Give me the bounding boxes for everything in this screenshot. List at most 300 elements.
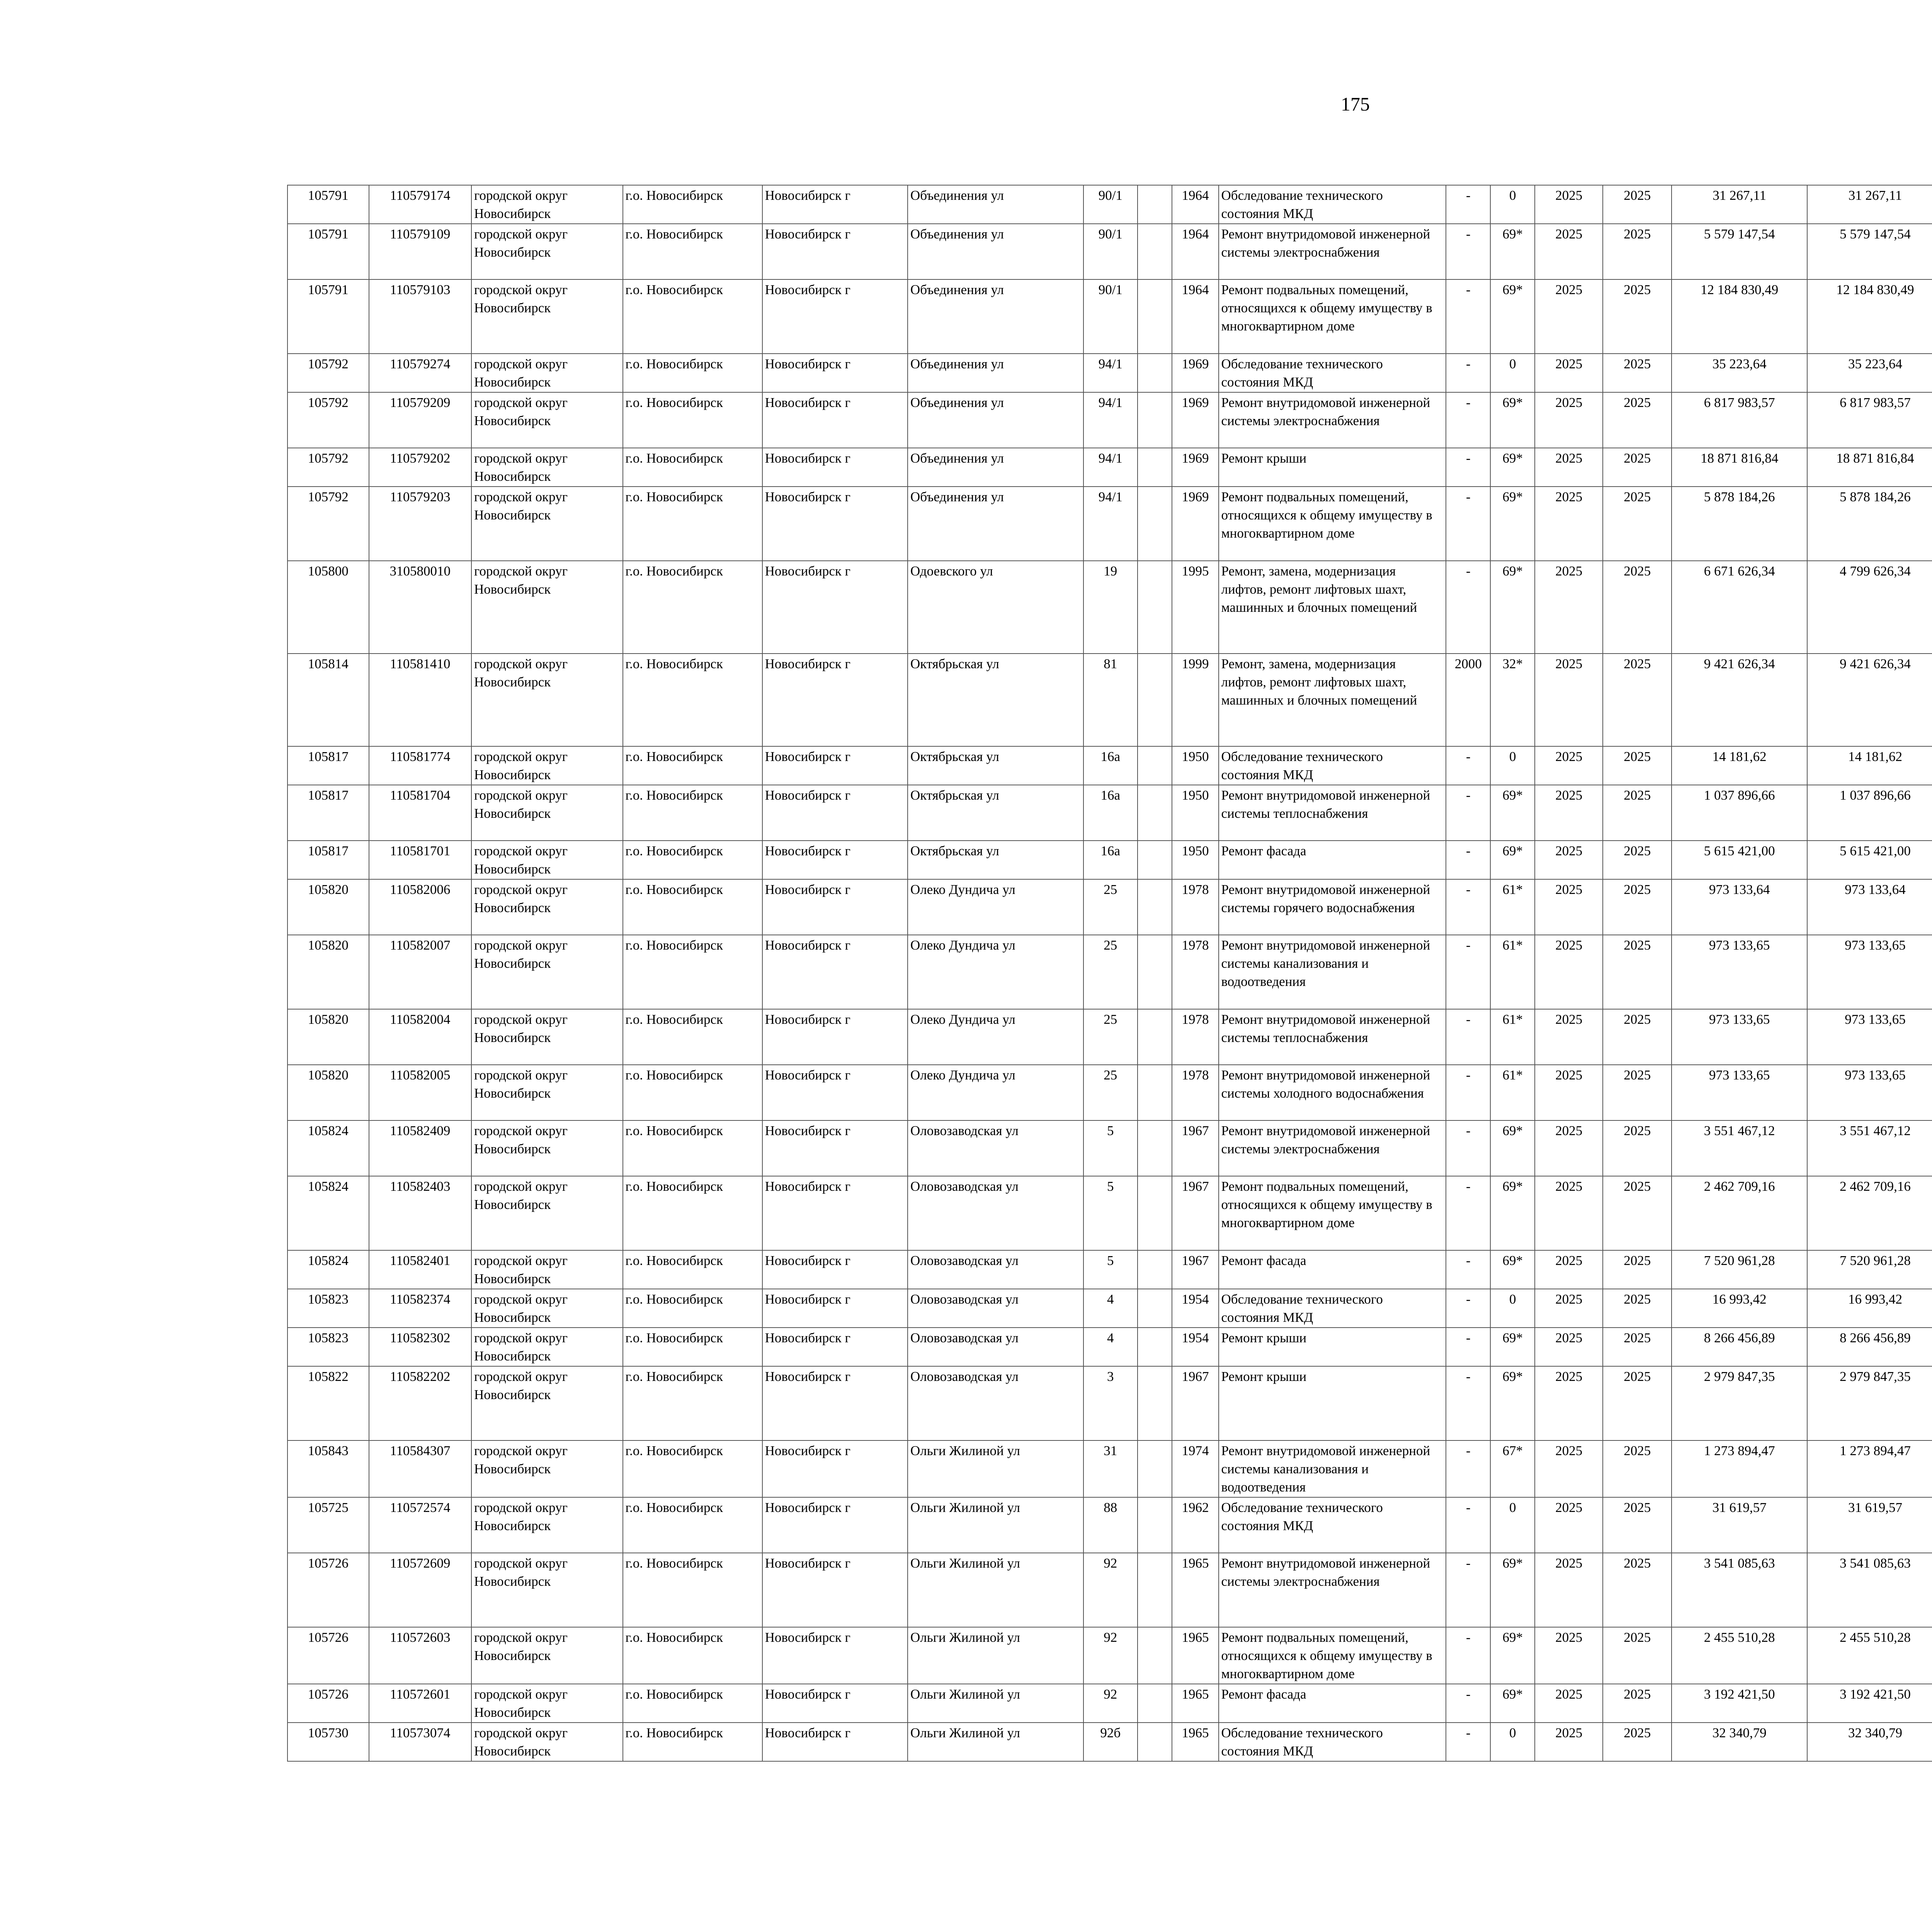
city-cell: Новосибирск г — [762, 1250, 908, 1289]
fund-cost-cell: 32 340,79 — [1807, 1723, 1932, 1761]
repair-year-cell: - — [1446, 1065, 1490, 1120]
plan-start-year-cell: 2025 — [1535, 1289, 1603, 1328]
year-built-cell: 1965 — [1172, 1684, 1218, 1723]
year-built-cell: 1978 — [1172, 1065, 1218, 1120]
work-type-cell: Ремонт внутридомовой инженерной системы теплоснабжения — [1219, 785, 1446, 841]
work-id-cell: 110582004 — [369, 1009, 471, 1065]
district-cell: г.о. Новосибирск — [623, 841, 762, 879]
street-cell: Ольги Жилиной ул — [908, 1684, 1083, 1723]
year-built-cell: 1969 — [1172, 448, 1218, 487]
repair-year-cell: - — [1446, 841, 1490, 879]
wear-cell: 67* — [1490, 1440, 1535, 1497]
wear-cell: 61* — [1490, 935, 1535, 1009]
city-cell: Новосибирск г — [762, 654, 908, 746]
plan-end-year-cell: 2025 — [1603, 1009, 1672, 1065]
fund-cost-cell: 16 993,42 — [1807, 1289, 1932, 1328]
building-cell — [1138, 1009, 1172, 1065]
year-built-cell: 1978 — [1172, 879, 1218, 935]
wear-cell: 32* — [1490, 654, 1535, 746]
table-row — [287, 1497, 1932, 1553]
table-row — [287, 1065, 1932, 1120]
repair-year-cell: - — [1446, 1328, 1490, 1366]
plan-start-year-cell: 2025 — [1535, 1120, 1603, 1176]
work-id-cell: 110581701 — [369, 841, 471, 879]
repair-year-cell: - — [1446, 224, 1490, 279]
street-cell: Ольги Жилиной ул — [908, 1723, 1083, 1761]
work-id-cell: 110579203 — [369, 487, 471, 561]
municipality-cell: городской округ Новосибирск — [471, 354, 623, 392]
table-row — [287, 1328, 1932, 1366]
work-type-cell: Обследование технического состояния МКД — [1219, 1289, 1446, 1328]
house-id-cell: 105791 — [287, 185, 369, 224]
work-id-cell: 110579274 — [369, 354, 471, 392]
city-cell: Новосибирск г — [762, 224, 908, 279]
work-id-cell: 110582006 — [369, 879, 471, 935]
district-cell: г.о. Новосибирск — [623, 879, 762, 935]
plan-end-year-cell: 2025 — [1603, 1328, 1672, 1366]
year-built-cell: 1978 — [1172, 935, 1218, 1009]
fund-cost-cell: 18 871 816,84 — [1807, 448, 1932, 487]
municipality-cell: городской округ Новосибирск — [471, 448, 623, 487]
work-id-cell: 110579174 — [369, 185, 471, 224]
house-id-cell: 105820 — [287, 1065, 369, 1120]
wear-cell: 69* — [1490, 1328, 1535, 1366]
fund-cost-cell: 3 541 085,63 — [1807, 1553, 1932, 1627]
city-cell: Новосибирск г — [762, 1440, 908, 1497]
table-row — [287, 1120, 1932, 1176]
building-cell — [1138, 1627, 1172, 1684]
house-number-cell: 19 — [1083, 561, 1138, 654]
year-built-cell: 1999 — [1172, 654, 1218, 746]
total-cost-cell: 5 579 147,54 — [1672, 224, 1807, 279]
street-cell: Ольги Жилиной ул — [908, 1627, 1083, 1684]
table-row — [287, 879, 1932, 935]
municipality-cell: городской округ Новосибирск — [471, 785, 623, 841]
plan-end-year-cell: 2025 — [1603, 224, 1672, 279]
work-id-cell: 110582401 — [369, 1250, 471, 1289]
municipality-cell: городской округ Новосибирск — [471, 1009, 623, 1065]
plan-start-year-cell: 2025 — [1535, 1328, 1603, 1366]
year-built-cell: 1967 — [1172, 1176, 1218, 1250]
work-id-cell: 110582202 — [369, 1366, 471, 1440]
work-type-cell: Ремонт внутридомовой инженерной системы канализования и водоотведения — [1219, 1440, 1446, 1497]
plan-end-year-cell: 2025 — [1603, 785, 1672, 841]
wear-cell: 69* — [1490, 841, 1535, 879]
house-number-cell: 31 — [1083, 1440, 1138, 1497]
building-cell — [1138, 224, 1172, 279]
year-built-cell: 1969 — [1172, 392, 1218, 448]
house-number-cell: 16а — [1083, 841, 1138, 879]
work-type-cell: Ремонт фасада — [1219, 841, 1446, 879]
plan-start-year-cell: 2025 — [1535, 448, 1603, 487]
fund-cost-cell: 35 223,64 — [1807, 354, 1932, 392]
municipality-cell: городской округ Новосибирск — [471, 487, 623, 561]
plan-end-year-cell: 2025 — [1603, 1440, 1672, 1497]
fund-cost-cell: 3 551 467,12 — [1807, 1120, 1932, 1176]
work-type-cell: Ремонт подвальных помещений, относящихся к общему имуществу в многоквартирном доме — [1219, 487, 1446, 561]
work-id-cell: 110582302 — [369, 1328, 471, 1366]
building-cell — [1138, 1366, 1172, 1440]
work-id-cell: 110572603 — [369, 1627, 471, 1684]
repair-year-cell: - — [1446, 1366, 1490, 1440]
city-cell: Новосибирск г — [762, 448, 908, 487]
house-id-cell: 105817 — [287, 746, 369, 785]
building-cell — [1138, 487, 1172, 561]
fund-cost-cell: 973 133,64 — [1807, 879, 1932, 935]
fund-cost-cell: 14 181,62 — [1807, 746, 1932, 785]
wear-cell: 69* — [1490, 1684, 1535, 1723]
city-cell: Новосибирск г — [762, 354, 908, 392]
building-cell — [1138, 841, 1172, 879]
repair-year-cell: - — [1446, 1440, 1490, 1497]
street-cell: Октябрьская ул — [908, 746, 1083, 785]
plan-end-year-cell: 2025 — [1603, 1176, 1672, 1250]
repair-year-cell: - — [1446, 746, 1490, 785]
district-cell: г.о. Новосибирск — [623, 1440, 762, 1497]
fund-cost-cell: 9 421 626,34 — [1807, 654, 1932, 746]
repair-year-cell: - — [1446, 1553, 1490, 1627]
table-row — [287, 1553, 1932, 1627]
house-id-cell: 105824 — [287, 1176, 369, 1250]
plan-start-year-cell: 2025 — [1535, 561, 1603, 654]
work-type-cell: Ремонт фасада — [1219, 1684, 1446, 1723]
municipality-cell: городской округ Новосибирск — [471, 224, 623, 279]
repair-year-cell: 2000 — [1446, 654, 1490, 746]
building-cell — [1138, 1723, 1172, 1761]
district-cell: г.о. Новосибирск — [623, 1723, 762, 1761]
fund-cost-cell: 973 133,65 — [1807, 1065, 1932, 1120]
work-type-cell: Ремонт подвальных помещений, относящихся к общему имуществу в многоквартирном доме — [1219, 1176, 1446, 1250]
house-number-cell: 81 — [1083, 654, 1138, 746]
work-id-cell: 310580010 — [369, 561, 471, 654]
building-cell — [1138, 1553, 1172, 1627]
house-id-cell: 105823 — [287, 1328, 369, 1366]
repair-year-cell: - — [1446, 279, 1490, 354]
total-cost-cell: 18 871 816,84 — [1672, 448, 1807, 487]
district-cell: г.о. Новосибирск — [623, 785, 762, 841]
work-type-cell: Ремонт крыши — [1219, 1366, 1446, 1440]
plan-end-year-cell: 2025 — [1603, 1250, 1672, 1289]
table-body — [287, 185, 1932, 1761]
work-type-cell: Обследование технического состояния МКД — [1219, 354, 1446, 392]
house-number-cell: 16а — [1083, 746, 1138, 785]
street-cell: Объединения ул — [908, 354, 1083, 392]
house-number-cell: 94/1 — [1083, 354, 1138, 392]
table-row — [287, 654, 1932, 746]
repair-year-cell: - — [1446, 1120, 1490, 1176]
city-cell: Новосибирск г — [762, 1627, 908, 1684]
city-cell: Новосибирск г — [762, 1328, 908, 1366]
wear-cell: 69* — [1490, 487, 1535, 561]
building-cell — [1138, 1328, 1172, 1366]
wear-cell: 61* — [1490, 1009, 1535, 1065]
wear-cell: 69* — [1490, 279, 1535, 354]
building-cell — [1138, 561, 1172, 654]
municipality-cell: городской округ Новосибирск — [471, 561, 623, 654]
building-cell — [1138, 392, 1172, 448]
district-cell: г.о. Новосибирск — [623, 1328, 762, 1366]
plan-start-year-cell: 2025 — [1535, 1176, 1603, 1250]
house-number-cell: 25 — [1083, 1065, 1138, 1120]
building-cell — [1138, 185, 1172, 224]
work-type-cell: Ремонт крыши — [1219, 1328, 1446, 1366]
repair-year-cell: - — [1446, 879, 1490, 935]
district-cell: г.о. Новосибирск — [623, 746, 762, 785]
house-id-cell: 105730 — [287, 1723, 369, 1761]
plan-start-year-cell: 2025 — [1535, 935, 1603, 1009]
total-cost-cell: 16 993,42 — [1672, 1289, 1807, 1328]
house-id-cell: 105791 — [287, 279, 369, 354]
building-cell — [1138, 654, 1172, 746]
repair-year-cell: - — [1446, 392, 1490, 448]
work-id-cell: 110579109 — [369, 224, 471, 279]
house-number-cell: 5 — [1083, 1176, 1138, 1250]
year-built-cell: 1965 — [1172, 1723, 1218, 1761]
repair-year-cell: - — [1446, 935, 1490, 1009]
plan-end-year-cell: 2025 — [1603, 185, 1672, 224]
city-cell: Новосибирск г — [762, 746, 908, 785]
plan-end-year-cell: 2025 — [1603, 1723, 1672, 1761]
building-cell — [1138, 1065, 1172, 1120]
house-id-cell: 105817 — [287, 785, 369, 841]
total-cost-cell: 7 520 961,28 — [1672, 1250, 1807, 1289]
year-built-cell: 1964 — [1172, 185, 1218, 224]
wear-cell: 0 — [1490, 1497, 1535, 1553]
total-cost-cell: 6 817 983,57 — [1672, 392, 1807, 448]
street-cell: Ольги Жилиной ул — [908, 1497, 1083, 1553]
work-type-cell: Ремонт внутридомовой инженерной системы электроснабжения — [1219, 224, 1446, 279]
fund-cost-cell: 3 192 421,50 — [1807, 1684, 1932, 1723]
table-row — [287, 1627, 1932, 1684]
fund-cost-cell: 1 037 896,66 — [1807, 785, 1932, 841]
city-cell: Новосибирск г — [762, 935, 908, 1009]
municipality-cell: городской округ Новосибирск — [471, 1723, 623, 1761]
house-id-cell: 105814 — [287, 654, 369, 746]
house-id-cell: 105800 — [287, 561, 369, 654]
table-row — [287, 841, 1932, 879]
city-cell: Новосибирск г — [762, 1176, 908, 1250]
plan-end-year-cell: 2025 — [1603, 1553, 1672, 1627]
wear-cell: 61* — [1490, 1065, 1535, 1120]
total-cost-cell: 31 267,11 — [1672, 185, 1807, 224]
plan-end-year-cell: 2025 — [1603, 935, 1672, 1009]
street-cell: Оловозаводская ул — [908, 1176, 1083, 1250]
fund-cost-cell: 1 273 894,47 — [1807, 1440, 1932, 1497]
plan-start-year-cell: 2025 — [1535, 279, 1603, 354]
street-cell: Оловозаводская ул — [908, 1250, 1083, 1289]
wear-cell: 69* — [1490, 785, 1535, 841]
table-row — [287, 1250, 1932, 1289]
repair-year-cell: - — [1446, 1009, 1490, 1065]
plan-end-year-cell: 2025 — [1603, 392, 1672, 448]
plan-start-year-cell: 2025 — [1535, 785, 1603, 841]
repair-year-cell: - — [1446, 448, 1490, 487]
fund-cost-cell: 5 615 421,00 — [1807, 841, 1932, 879]
plan-start-year-cell: 2025 — [1535, 392, 1603, 448]
city-cell: Новосибирск г — [762, 279, 908, 354]
municipality-cell: городской округ Новосибирск — [471, 935, 623, 1009]
wear-cell: 69* — [1490, 448, 1535, 487]
work-id-cell: 110579103 — [369, 279, 471, 354]
work-type-cell: Обследование технического состояния МКД — [1219, 185, 1446, 224]
plan-start-year-cell: 2025 — [1535, 224, 1603, 279]
street-cell: Ольги Жилиной ул — [908, 1553, 1083, 1627]
municipality-cell: городской округ Новосибирск — [471, 1328, 623, 1366]
house-id-cell: 105824 — [287, 1120, 369, 1176]
city-cell: Новосибирск г — [762, 1120, 908, 1176]
building-cell — [1138, 785, 1172, 841]
district-cell: г.о. Новосибирск — [623, 1553, 762, 1627]
house-id-cell: 105792 — [287, 448, 369, 487]
plan-end-year-cell: 2025 — [1603, 746, 1672, 785]
municipality-cell: городской округ Новосибирск — [471, 1065, 623, 1120]
municipality-cell: городской округ Новосибирск — [471, 1627, 623, 1684]
year-built-cell: 1950 — [1172, 841, 1218, 879]
building-cell — [1138, 1120, 1172, 1176]
total-cost-cell: 1 273 894,47 — [1672, 1440, 1807, 1497]
city-cell: Новосибирск г — [762, 1723, 908, 1761]
fund-cost-cell: 8 266 456,89 — [1807, 1328, 1932, 1366]
work-id-cell: 110572601 — [369, 1684, 471, 1723]
house-number-cell: 94/1 — [1083, 487, 1138, 561]
house-number-cell: 5 — [1083, 1120, 1138, 1176]
table-row — [287, 354, 1932, 392]
repair-year-cell: - — [1446, 1289, 1490, 1328]
district-cell: г.о. Новосибирск — [623, 224, 762, 279]
fund-cost-cell: 31 619,57 — [1807, 1497, 1932, 1553]
work-type-cell: Ремонт подвальных помещений, относящихся к общему имуществу в многоквартирном доме — [1219, 279, 1446, 354]
city-cell: Новосибирск г — [762, 561, 908, 654]
plan-end-year-cell: 2025 — [1603, 841, 1672, 879]
plan-start-year-cell: 2025 — [1535, 1065, 1603, 1120]
repair-year-cell: - — [1446, 185, 1490, 224]
municipality-cell: городской округ Новосибирск — [471, 654, 623, 746]
plan-start-year-cell: 2025 — [1535, 1723, 1603, 1761]
year-built-cell: 1967 — [1172, 1250, 1218, 1289]
plan-end-year-cell: 2025 — [1603, 1120, 1672, 1176]
table-row — [287, 224, 1932, 279]
wear-cell: 69* — [1490, 1553, 1535, 1627]
year-built-cell: 1964 — [1172, 279, 1218, 354]
total-cost-cell: 973 133,65 — [1672, 1009, 1807, 1065]
plan-end-year-cell: 2025 — [1603, 1497, 1672, 1553]
table-row — [287, 1684, 1932, 1723]
house-number-cell: 92 — [1083, 1684, 1138, 1723]
street-cell: Оловозаводская ул — [908, 1120, 1083, 1176]
total-cost-cell: 3 541 085,63 — [1672, 1553, 1807, 1627]
district-cell: г.о. Новосибирск — [623, 392, 762, 448]
street-cell: Объединения ул — [908, 487, 1083, 561]
year-built-cell: 1965 — [1172, 1553, 1218, 1627]
house-id-cell: 105792 — [287, 354, 369, 392]
municipality-cell: городской округ Новосибирск — [471, 185, 623, 224]
fund-cost-cell: 973 133,65 — [1807, 1009, 1932, 1065]
city-cell: Новосибирск г — [762, 785, 908, 841]
house-number-cell: 90/1 — [1083, 185, 1138, 224]
house-id-cell: 105726 — [287, 1684, 369, 1723]
district-cell: г.о. Новосибирск — [623, 487, 762, 561]
work-id-cell: 110584307 — [369, 1440, 471, 1497]
wear-cell: 69* — [1490, 1176, 1535, 1250]
city-cell: Новосибирск г — [762, 185, 908, 224]
city-cell: Новосибирск г — [762, 879, 908, 935]
work-type-cell: Обследование технического состояния МКД — [1219, 746, 1446, 785]
street-cell: Олеко Дундича ул — [908, 935, 1083, 1009]
building-cell — [1138, 279, 1172, 354]
street-cell: Олеко Дундича ул — [908, 879, 1083, 935]
street-cell: Объединения ул — [908, 279, 1083, 354]
year-built-cell: 1969 — [1172, 487, 1218, 561]
fund-cost-cell: 5 579 147,54 — [1807, 224, 1932, 279]
house-number-cell: 94/1 — [1083, 392, 1138, 448]
table-row — [287, 1176, 1932, 1250]
plan-start-year-cell: 2025 — [1535, 487, 1603, 561]
work-type-cell: Обследование технического состояния МКД — [1219, 1497, 1446, 1553]
street-cell: Одоевского ул — [908, 561, 1083, 654]
street-cell: Оловозаводская ул — [908, 1366, 1083, 1440]
work-id-cell: 110582374 — [369, 1289, 471, 1328]
district-cell: г.о. Новосибирск — [623, 935, 762, 1009]
municipality-cell: городской округ Новосибирск — [471, 1440, 623, 1497]
fund-cost-cell: 2 455 510,28 — [1807, 1627, 1932, 1684]
plan-end-year-cell: 2025 — [1603, 1684, 1672, 1723]
municipality-cell: городской округ Новосибирск — [471, 1120, 623, 1176]
municipality-cell: городской округ Новосибирск — [471, 1366, 623, 1440]
district-cell: г.о. Новосибирск — [623, 1684, 762, 1723]
work-id-cell: 110582409 — [369, 1120, 471, 1176]
municipality-cell: городской округ Новосибирск — [471, 279, 623, 354]
plan-start-year-cell: 2025 — [1535, 1009, 1603, 1065]
building-cell — [1138, 1250, 1172, 1289]
total-cost-cell: 973 133,65 — [1672, 935, 1807, 1009]
house-number-cell: 16а — [1083, 785, 1138, 841]
table-row — [287, 185, 1932, 224]
house-number-cell: 90/1 — [1083, 279, 1138, 354]
total-cost-cell: 1 037 896,66 — [1672, 785, 1807, 841]
house-number-cell: 3 — [1083, 1366, 1138, 1440]
house-id-cell: 105843 — [287, 1440, 369, 1497]
work-type-cell: Обследование технического состояния МКД — [1219, 1723, 1446, 1761]
plan-end-year-cell: 2025 — [1603, 1289, 1672, 1328]
house-id-cell: 105792 — [287, 392, 369, 448]
work-type-cell: Ремонт внутридомовой инженерной системы электроснабжения — [1219, 1553, 1446, 1627]
street-cell: Октябрьская ул — [908, 785, 1083, 841]
total-cost-cell: 6 671 626,34 — [1672, 561, 1807, 654]
repair-year-cell: - — [1446, 1684, 1490, 1723]
house-number-cell: 25 — [1083, 1009, 1138, 1065]
plan-end-year-cell: 2025 — [1603, 1627, 1672, 1684]
street-cell: Олеко Дундича ул — [908, 1009, 1083, 1065]
district-cell: г.о. Новосибирск — [623, 1627, 762, 1684]
street-cell: Объединения ул — [908, 448, 1083, 487]
work-type-cell: Ремонт внутридомовой инженерной системы горячего водоснабжения — [1219, 879, 1446, 935]
work-id-cell: 110582403 — [369, 1176, 471, 1250]
house-number-cell: 90/1 — [1083, 224, 1138, 279]
total-cost-cell: 8 266 456,89 — [1672, 1328, 1807, 1366]
total-cost-cell: 973 133,65 — [1672, 1065, 1807, 1120]
fund-cost-cell: 6 817 983,57 — [1807, 392, 1932, 448]
plan-start-year-cell: 2025 — [1535, 1684, 1603, 1723]
year-built-cell: 1950 — [1172, 785, 1218, 841]
year-built-cell: 1974 — [1172, 1440, 1218, 1497]
repair-year-cell: - — [1446, 354, 1490, 392]
table-row — [287, 1009, 1932, 1065]
city-cell: Новосибирск г — [762, 392, 908, 448]
wear-cell: 69* — [1490, 561, 1535, 654]
wear-cell: 0 — [1490, 185, 1535, 224]
district-cell: г.о. Новосибирск — [623, 1009, 762, 1065]
building-cell — [1138, 1440, 1172, 1497]
